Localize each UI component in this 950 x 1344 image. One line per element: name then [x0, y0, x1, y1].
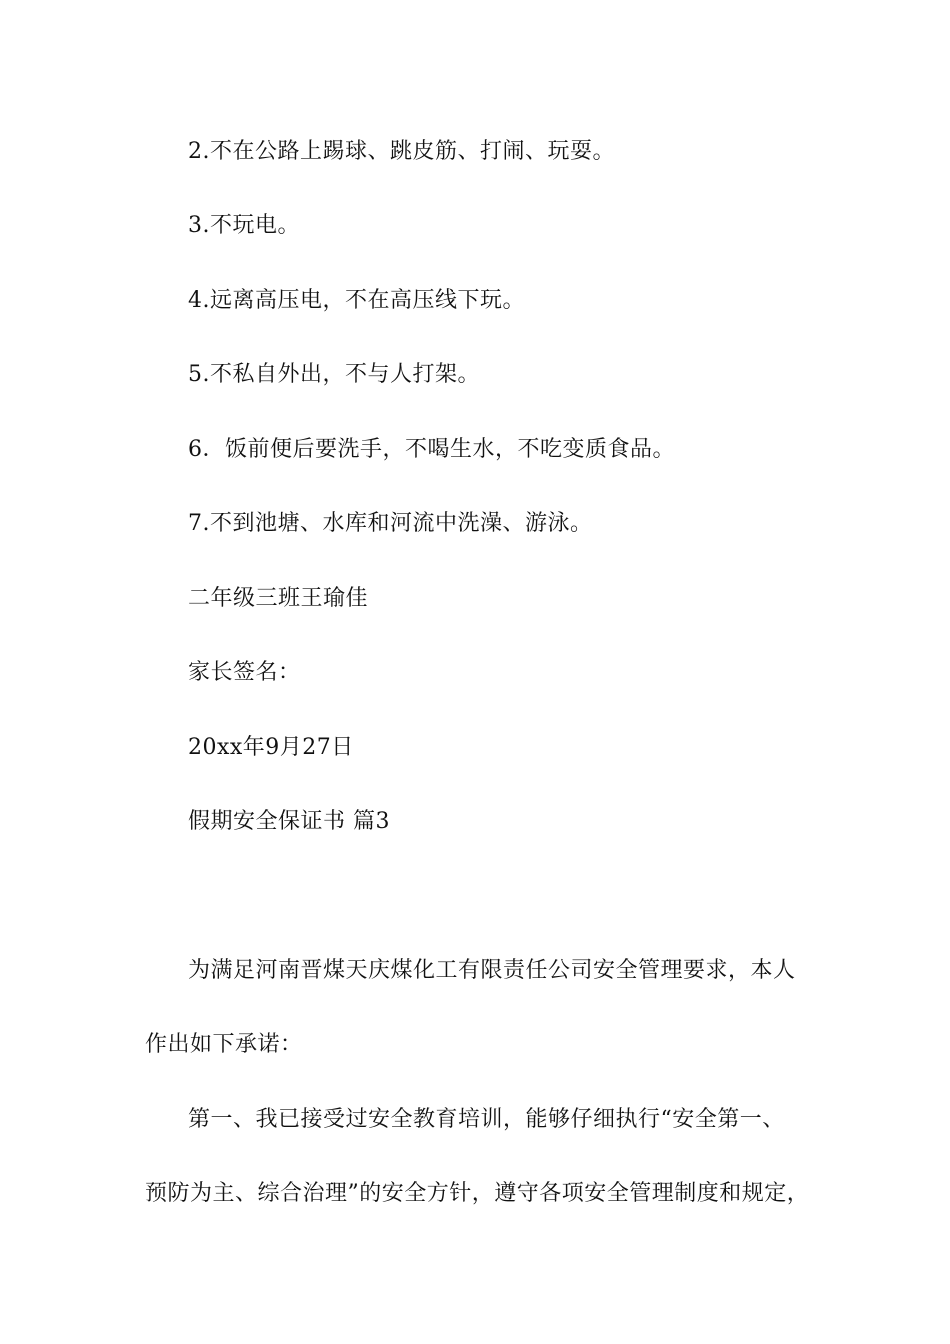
- paragraph-line: 第一、我已接受过安全教育培训，能够仔细执行“安全第一、: [188, 1107, 785, 1132]
- paragraph-line: 预防为主、综合治理”的安全方针，遵守各项安全管理制度和规定，: [145, 1181, 810, 1206]
- list-item: 2.不在公路上踢球、跳皮筋、打闹、玩耍。: [188, 139, 615, 164]
- list-item: 5.不私自外出，不与人打架。: [188, 362, 480, 387]
- paragraph-line: 为满足河南晋煤天庆煤化工有限责任公司安全管理要求，本人: [188, 958, 796, 983]
- list-item: 6．饭前便后要洗手，不喝生水，不吃变质食品。: [188, 437, 675, 462]
- paragraph-line: 作出如下承诺：: [145, 1032, 303, 1057]
- parent-signature-label: 家长签名：: [188, 660, 301, 685]
- list-item: 4.远离高压电，不在高压线下玩。: [188, 288, 525, 313]
- signature-date: 20xx年9月27日: [188, 735, 354, 760]
- list-item: 7.不到池塘、水库和河流中洗澡、游泳。: [188, 511, 593, 536]
- list-item: 3.不玩电。: [188, 213, 300, 238]
- section-heading: 假期安全保证书 篇3: [188, 809, 390, 834]
- student-signature: 二年级三班王瑜佳: [188, 586, 369, 611]
